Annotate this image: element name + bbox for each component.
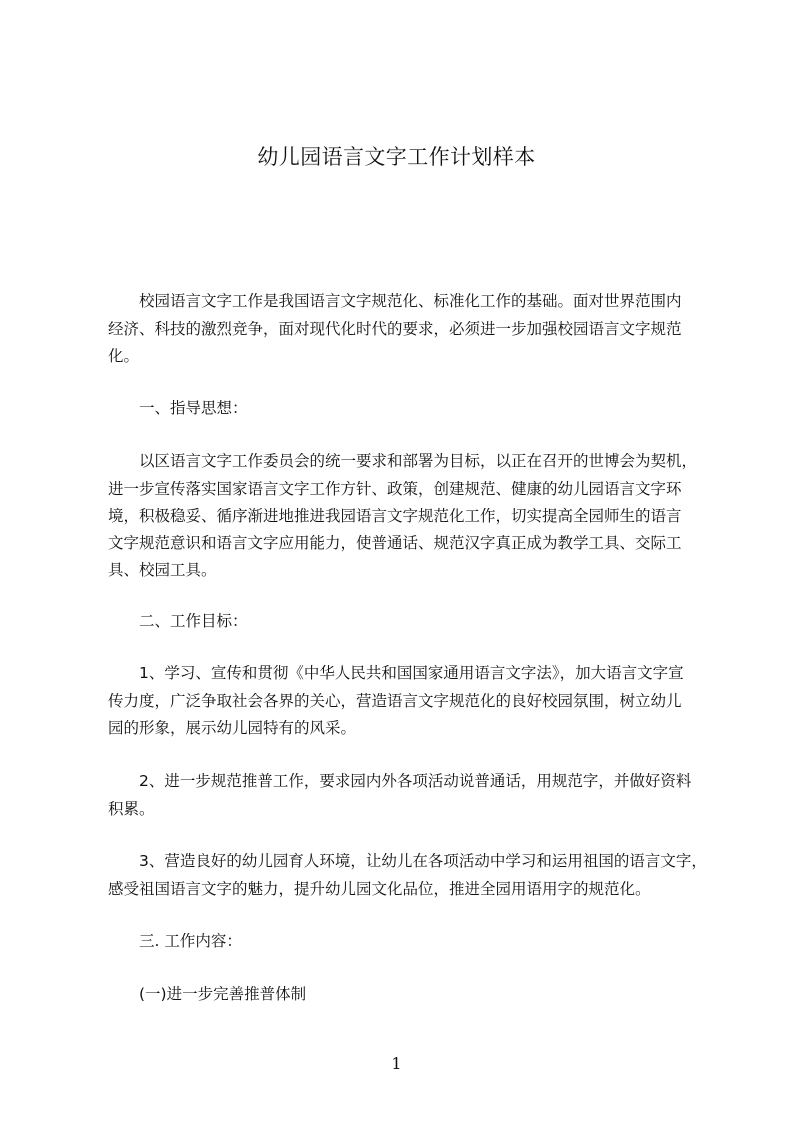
section2-item1-line-1: 1、学习、宣传和贯彻《中华人民共和国国家通用语言文字法》，加大语言文字宣	[139, 664, 684, 682]
page-number: 1	[391, 1054, 402, 1073]
section3-subheading: (一)进一步完善推普体制	[139, 985, 307, 1003]
section1-line-4: 文字规范意识和语言文字应用能力，使普通话、规范汉字真正成为教学工具、交际工	[108, 534, 682, 552]
intro-line-2: 经济、科技的激烈竞争，面对现代化时代的要求，必须进一步加强校园语言文字规范	[108, 320, 682, 338]
section2-item1-line-2: 传力度，广泛争取社会各界的关心，营造语言文字规范化的良好校园氛围，树立幼儿	[108, 692, 682, 710]
intro-line-3: 化。	[108, 347, 140, 365]
section2-item1-line-3: 园的形象，展示幼儿园特有的风采。	[108, 719, 357, 737]
section1-heading: 一、指导思想：	[139, 399, 248, 417]
section1-line-1: 以区语言文字工作委员会的统一要求和部署为目标，以正在召开的世博会为契机，	[139, 452, 698, 470]
intro-line-1: 校园语言文字工作是我国语言文字规范化、标准化工作的基础。面对世界范围内	[139, 292, 682, 310]
document-title: 幼儿园语言文字工作计划样本	[257, 145, 536, 169]
section1-line-3: 境，积极稳妥、循序渐进地推进我园语言文字规范化工作，切实提高全园师生的语言	[108, 507, 682, 525]
section1-line-5: 具、校园工具。	[108, 561, 217, 579]
section3-heading: 三. 工作内容：	[139, 932, 242, 950]
section1-line-2: 进一步宣传落实国家语言文字工作方针、政策，创建规范、健康的幼儿园语言文字环	[108, 480, 682, 498]
section2-item3-line-2: 感受祖国语言文字的魅力，提升幼儿园文化品位，推进全园用语用字的规范化。	[108, 880, 651, 898]
section2-item3-line-1: 3、营造良好的幼儿园育人环境，让幼儿在各项活动中学习和运用祖国的语言文字，	[139, 852, 707, 870]
section2-heading: 二、工作目标：	[139, 612, 248, 630]
section2-item2-line-2: 积累。	[108, 800, 155, 818]
section2-item2-line-1: 2、进一步规范推普工作，要求园内外各项活动说普通话，用规范字，并做好资料	[139, 772, 692, 790]
